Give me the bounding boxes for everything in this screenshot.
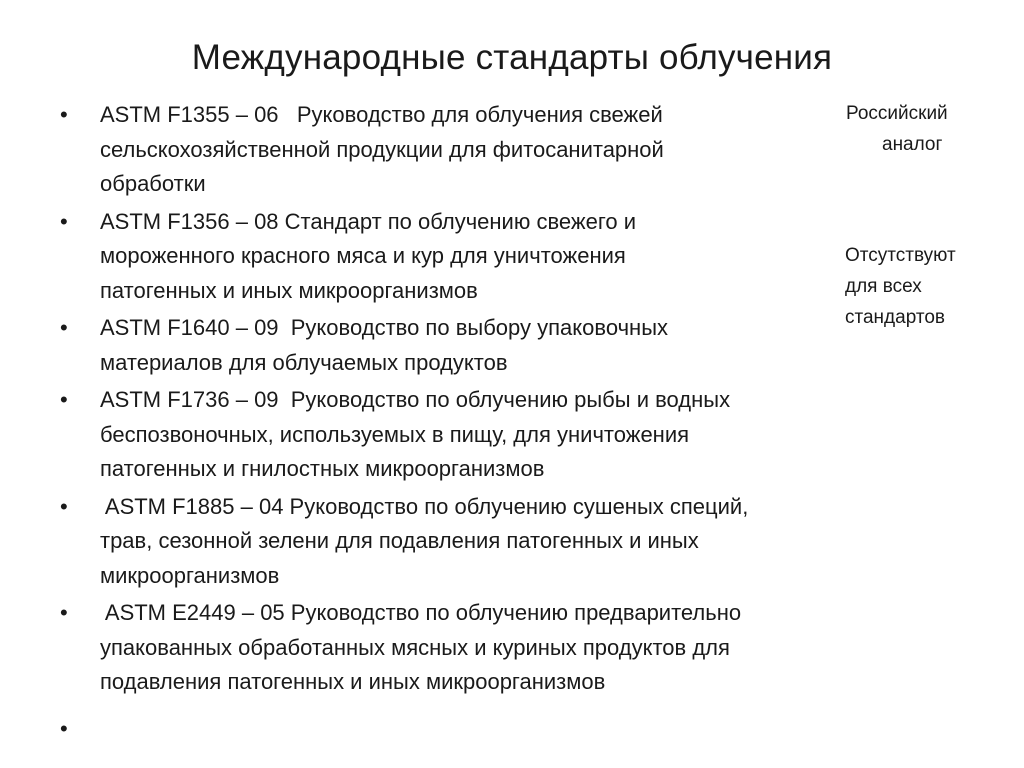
list-item-line: трав, сезонной зелени для подавления патогенных и иных (100, 528, 699, 553)
empty-bullet-icon: • (60, 716, 68, 741)
list-item-line: материалов для облучаемых продуктов (100, 349, 508, 375)
note-line: Российский (846, 103, 948, 124)
list-item-line: мороженного красного мяса и кур для уничтожения (100, 243, 626, 268)
list-item-line: упакованных обработанных мясных и куриных продуктов для (100, 634, 730, 660)
russian-analog-note (846, 98, 1016, 160)
list-item-line: патогенных и иных микроорганизмов (100, 277, 478, 303)
list-item-line: беспозвоночных, используемых в пищу, для уничтожения (100, 421, 690, 447)
list-item-line: ASTM F1885 – 04 Руководство по облучению сушеных специй, (100, 493, 749, 519)
note-line: стандартов (845, 307, 946, 328)
note-line: Отсутствуют (845, 245, 956, 266)
bullet-icon: • (60, 387, 68, 412)
bullet-icon: • (60, 102, 68, 127)
slide-title: Международные стандарты облучения (191, 38, 833, 77)
list-item (60, 205, 850, 309)
list-item (60, 596, 850, 700)
list-item (60, 311, 850, 380)
list-item-line: микроорганизмов (100, 562, 280, 588)
standards-list (60, 98, 850, 703)
list-item-line: обработки (100, 171, 206, 196)
list-item-line: подавления патогенных и иных микроорганизмов (100, 669, 606, 694)
list-item-line: патогенных и гнилостных микроорганизмов (100, 456, 545, 481)
list-item (60, 98, 850, 202)
absent-standards-note (845, 240, 1020, 333)
bullet-icon: • (60, 493, 68, 519)
list-item-line: ASTM F1356 – 08 Стандарт по облучению свежего и (100, 208, 637, 234)
note-line: для всех (845, 276, 922, 297)
list-item-line: ASTM F1640 – 09 Руководство по выбору упаковочных (100, 315, 669, 340)
list-item (60, 490, 850, 594)
list-item (60, 383, 850, 487)
bullet-icon: • (60, 600, 68, 625)
bullet-icon: • (60, 208, 68, 234)
list-item-line: ASTM F1355 – 06 Руководство для облучения свежей (100, 102, 663, 127)
list-item-line: сельскохозяйственной продукции для фитосанитарной (100, 136, 664, 162)
bullet-icon: • (60, 315, 68, 340)
note-line: аналог (882, 134, 943, 155)
list-item-line: ASTM F1736 – 09 Руководство по облучению рыбы и водных (100, 387, 731, 412)
list-item-line: ASTM E2449 – 05 Руководство по облучению предварительно (100, 600, 742, 625)
